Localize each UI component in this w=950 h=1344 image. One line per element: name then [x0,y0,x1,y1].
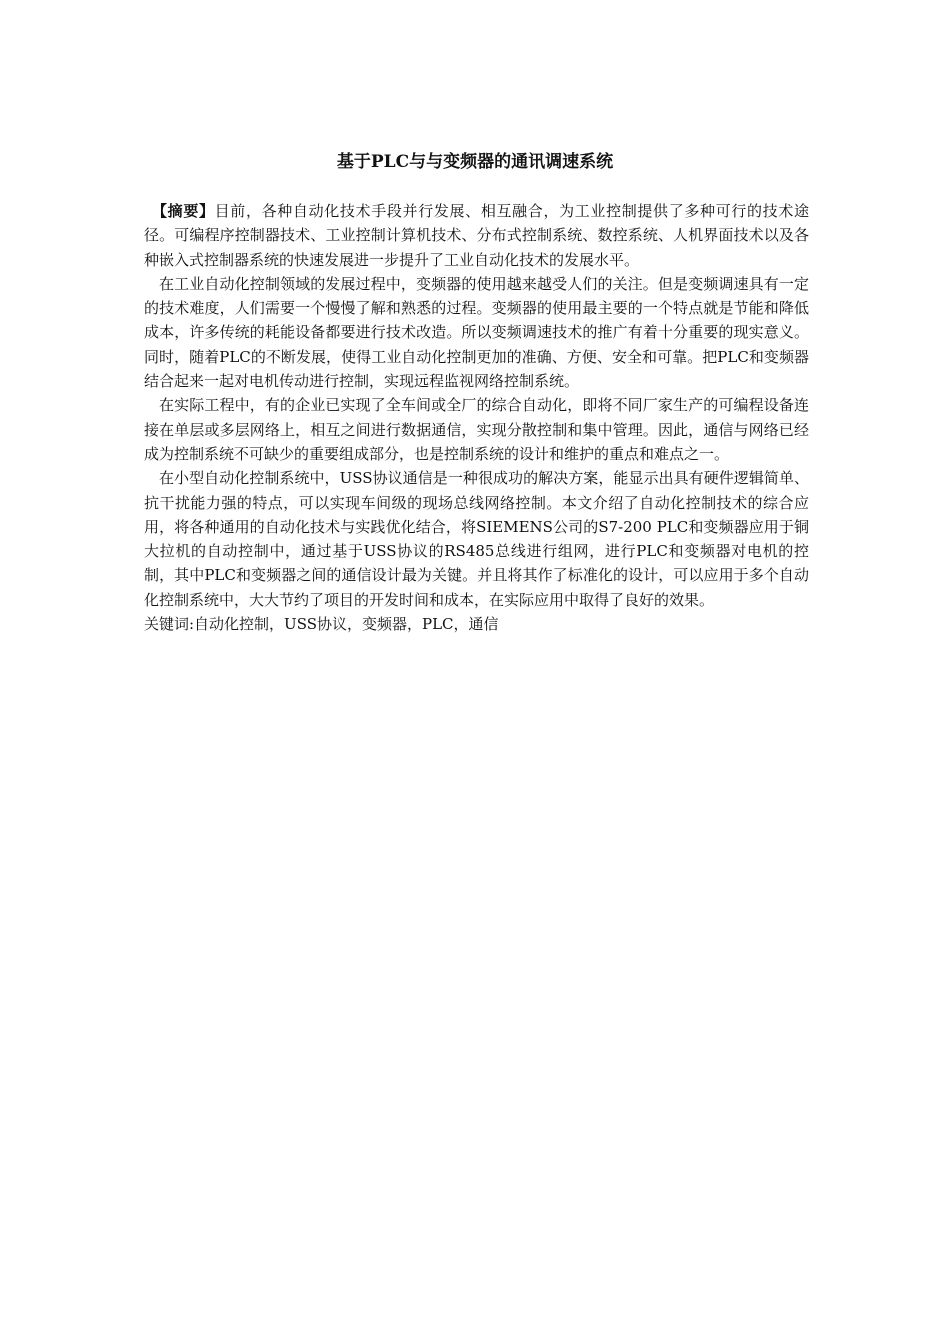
abstract-text: 目前，各种自动化技术手段并行发展、相互融合，为工业控制提供了多种可行的技术途径。可编程序控制器技术、工业控制计算机技术、分布式控制系统、数控系统、人机界面技术以及各种嵌入式控制器系统的快速发展进一步提升了工业自动化技术的发展水平。 [144,202,809,269]
document-body [144,199,809,636]
keywords-line: 关键词:自动化控制，USS协议，变频器，PLC，通信 [144,615,499,634]
body-paragraph: 在工业自动化控制领域的发展过程中，变频器的使用越来越受人们的关注。但是变频调速具有一定的技术难度，人们需要一个慢慢了解和熟悉的过程。变频器的使用最主要的一个特点就是节能和降低成本，许多传统的耗能设备都要进行技术改造。所以变频调速技术的推广有着十分重要的现实意义。同时，随着PLC的不断发展，使得工业自动化控制更加的准确、方便、安全和可靠。把PLC和变频器结合起来一起对电机传动进行控制，实现远程监视网络控制系统。 [144,274,809,391]
abstract-paragraph [144,199,809,272]
body-paragraph: 在小型自动化控制系统中，USS协议通信是一种很成功的解决方案，能显示出具有硬件逻辑简单、抗干扰能力强的特点，可以实现车间级的现场总线网络控制。本文介绍了自动化控制技术的综合应用，将各种通用的自动化技术与实践优化结合，将SIEMENS公司的S7-200 PLC和变频器应用于铜大拉机的自动控制中，通过基于USS协议的RS485总线进行组网，进行PLC和变频器对电机的控制，其中PLC和变频器之间的通信设计最为关键。并且将其作了标准化的设计，可以应用于多个自动化控制系统中，大大节约了项目的开发时间和成本，在实际应用中取得了良好的效果。 [144,469,809,609]
document-title: 基于PLC与与变频器的通讯调速系统 [336,152,614,172]
abstract-label: 【摘要】 [152,202,215,220]
body-paragraph: 在实际工程中，有的企业已实现了全车间或全厂的综合自动化，即将不同厂家生产的可编程设备连接在单层或多层网络上，相互之间进行数据通信，实现分散控制和集中管理。因此，通信与网络已经成为控制系统不可缺少的重要组成部分，也是控制系统的设计和维护的重点和难点之一。 [144,396,809,463]
